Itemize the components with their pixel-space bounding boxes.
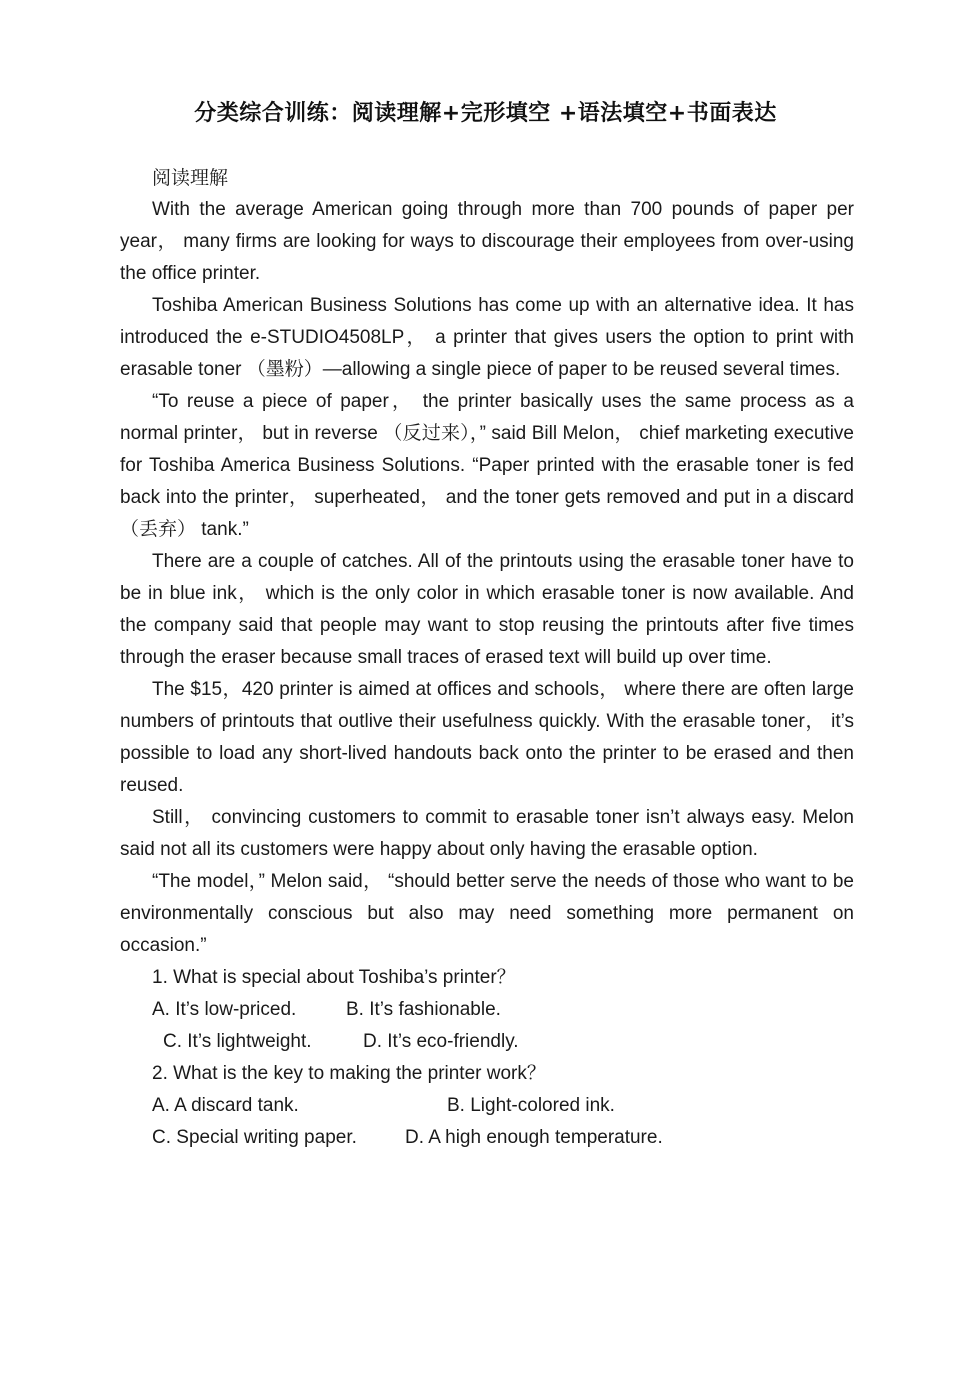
question-2-options-row-2 — [120, 1122, 854, 1154]
question-1-option-a: A. It’s low-priced. — [152, 999, 297, 1020]
paragraph-2: Toshiba American Business Solutions has come up with an alternative idea. It has introduced the e-STUDIO4508LP， a printer that gives users the option to print with erasable toner （墨粉）—allowing a single piece of paper to be reused several times. — [120, 295, 854, 380]
question-1-options-row-1 — [120, 994, 854, 1026]
question-1-option-b: B. It’s fashionable. — [346, 999, 501, 1020]
question-1-option-d: D. It’s eco-friendly. — [363, 1031, 519, 1052]
section-label: 阅读理解 — [152, 167, 229, 189]
paragraph-4: There are a couple of catches. All of the printouts using the erasable toner have to be in blue ink， which is the only color in which erasable toner is now available. And the company said that people may want to stop reusing the printouts after five times through the eraser because small traces of erased text will build up over time. — [120, 551, 854, 668]
question-2-option-a: A. A discard tank. — [152, 1095, 299, 1116]
question-2-option-d: D. A high enough temperature. — [405, 1127, 663, 1148]
question-2-options-row-1 — [120, 1090, 854, 1122]
question-1-stem: 1. What is special about Toshiba’s printer？ — [152, 967, 516, 988]
paragraph-5: The $15，420 printer is aimed at offices and schools， where there are often large numbers of printouts that outlive their usefulness quickly. With the erasable toner， it’s possible to load any short-lived handouts back onto the printer to be erased and then reused. — [120, 679, 854, 796]
question-2-option-b: B. Light-colored ink. — [447, 1095, 615, 1116]
question-2-stem: 2. What is the key to making the printer work？ — [152, 1063, 546, 1084]
paragraph-3: “To reuse a piece of paper， the printer basically uses the same process as a normal printer， but in reverse （反过来），” said Bill Melon， chief marketing executive for Toshiba America Business Solutions. “Paper printed with the erasable toner is fed back into the printer， superheated， and the toner gets removed and put in a discard （丢弃） tank.” — [120, 391, 854, 540]
document-title: 分类综合训练：阅读理解+完形填空 +语法填空+书面表达 — [194, 101, 777, 126]
reading-section — [120, 162, 854, 1154]
question-1-options-row-2 — [120, 1026, 854, 1058]
paragraph-1: With the average American going through more than 700 pounds of paper per year， many firms are looking for ways to discourage their employees from over-using the office printer. — [120, 199, 854, 284]
paragraph-6: Still， convincing customers to commit to erasable toner isn’t always easy. Melon said not all its customers were happy about only having the erasable option. — [120, 807, 854, 860]
question-1-option-c: C. It’s lightweight. — [163, 1031, 312, 1052]
paragraph-7: “The model，” Melon said， “should better serve the needs of those who want to be environmentally conscious but also may need something more permanent on occasion.” — [120, 871, 854, 956]
question-2-option-c: C. Special writing paper. — [152, 1127, 357, 1148]
